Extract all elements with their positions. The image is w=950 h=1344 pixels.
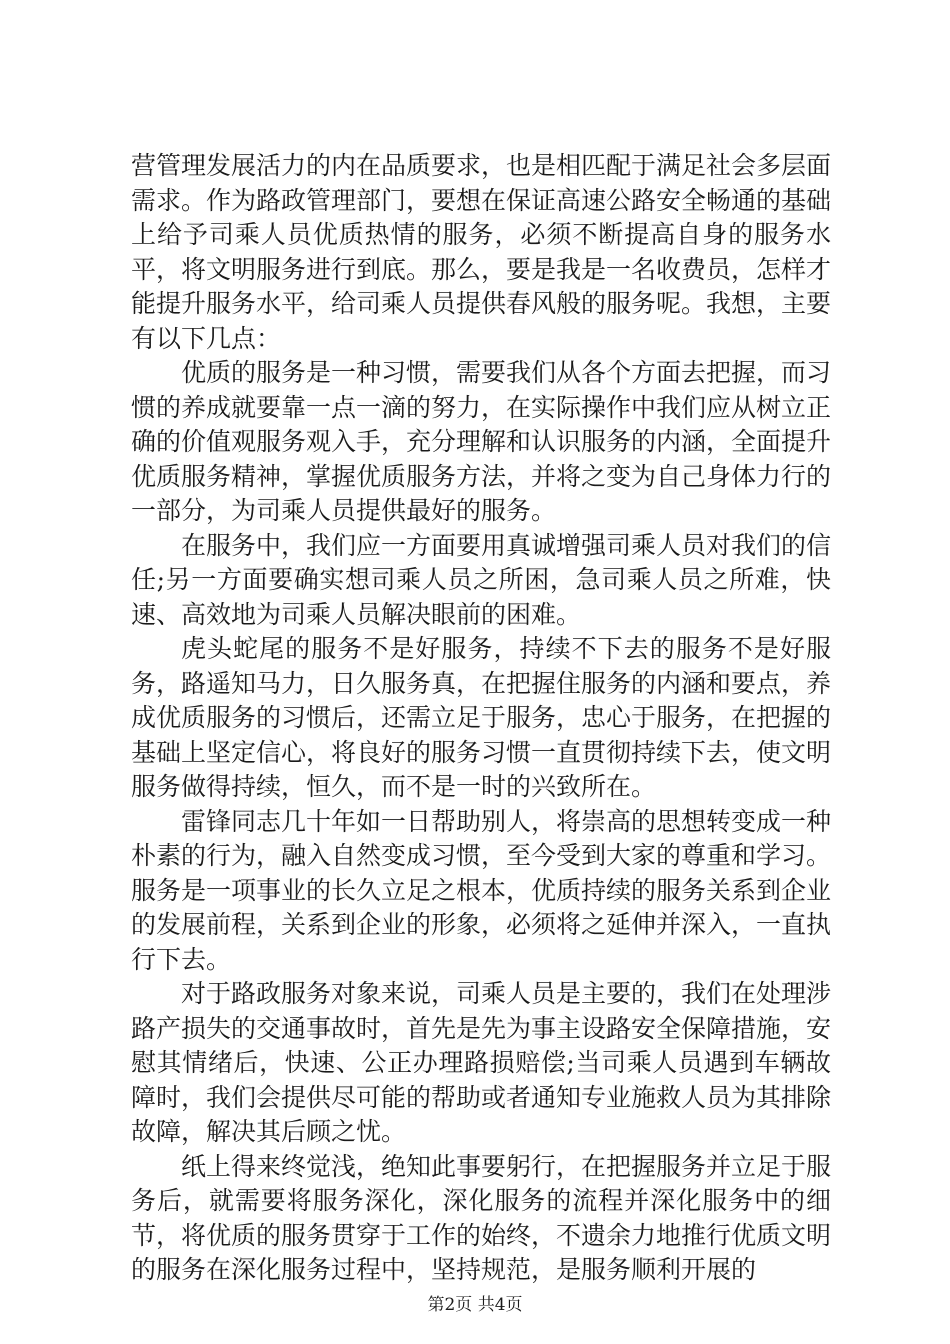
paragraph-leifeng: 雷锋同志几十年如一日帮助别人，将崇高的思想转变成一种朴素的行为，融入自然变成习惯，至今受到大家的尊重和学习。服务是一项事业的长久立足之根本，优质持续的服务关系到企业的发展前程，关系到企业的形象，必须将之延伸并深入，一直执行下去。 [131, 806, 832, 974]
paragraph-service-targets: 对于路政服务对象来说，司乘人员是主要的，我们在处理涉路产损失的交通事故时，首先是先为事主设路安全保障措施，安慰其情绪后，快速、公正办理路损赔偿;当司乘人员遇到车辆故障时，我们会提供尽可能的帮助或者通知专业施救人员为其排除故障，解决其后顾之忧。 [131, 979, 832, 1146]
paragraph-continuation: 营管理发展活力的内在品质要求，也是相匹配于满足社会多层面需求。作为路政管理部门，要想在保证高速公路安全畅通的基础上给予司乘人员优质热情的服务，必须不断提高自身的服务水平，将文明服务进行到底。那么，要是我是一名收费员，怎样才能提升服务水平，给司乘人员提供春风般的服务呢。我想，主要有以下几点： [131, 151, 832, 353]
paragraph-deepen-service: 纸上得来终觉浅，绝知此事要躬行，在把握服务并立足于服务后，就需要将服务深化，深化服务的流程并深化服务中的细节，将优质的服务贯穿于工作的始终，不遗余力地推行优质文明的服务在深化服务过程中，坚持规范，是服务顺利开展的 [131, 1151, 832, 1284]
page-number-footer: 第2页 共4页 [427, 1295, 523, 1315]
paragraph-trust: 在服务中，我们应一方面要用真诚增强司乘人员对我们的信任;另一方面要确实想司乘人员之所困，急司乘人员之所难，快速、高效地为司乘人员解决眼前的困难。 [131, 530, 832, 629]
paragraph-habit: 优质的服务是一种习惯，需要我们从各个方面去把握，而习惯的养成就要靠一点一滴的努力，在实际操作中我们应从树立正确的价值观服务观入手，充分理解和认识服务的内涵，全面提升优质服务精神，掌握优质服务方法，并将之变为自己身体力行的一部分，为司乘人员提供最好的服务。 [131, 358, 832, 525]
paragraph-persistence: 虎头蛇尾的服务不是好服务，持续不下去的服务不是好服务，路遥知马力，日久服务真，在把握住服务的内涵和要点，养成优质服务的习惯后，还需立足于服务，忠心于服务，在把握的基础上坚定信心，将良好的服务习惯一直贯彻持续下去，使文明服务做得持续，恒久，而不是一时的兴致所在。 [131, 634, 832, 801]
body-text [131, 149, 831, 1288]
